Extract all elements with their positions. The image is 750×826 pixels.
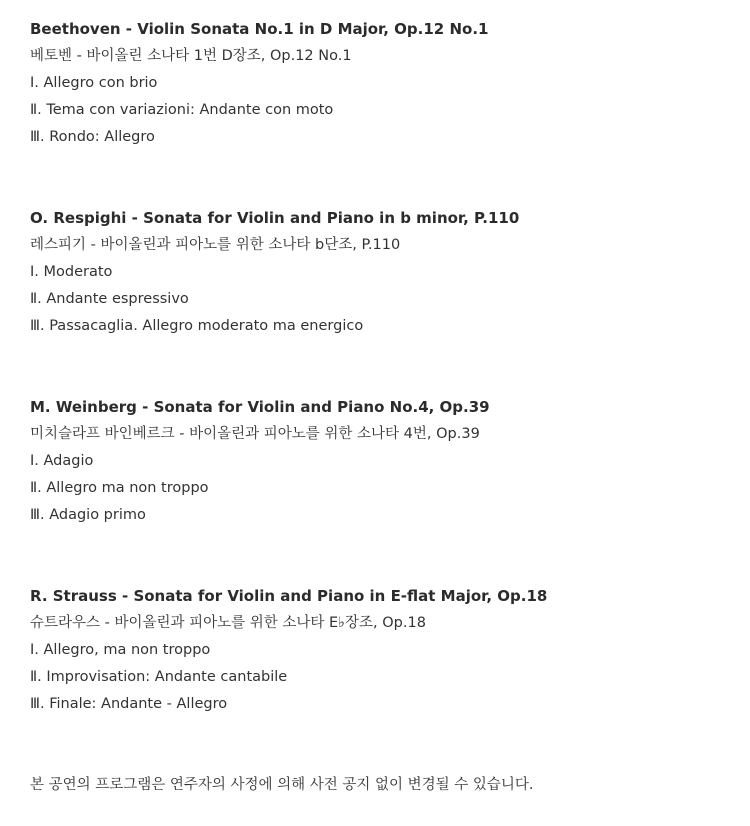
movement: Ⅱ. Andante espressivo [30, 291, 189, 307]
piece-korean-title: 레스피기 - 바이올린과 피아노를 위한 소나타 b단조, P.110 [30, 237, 401, 253]
piece-korean-title: 슈트라우스 - 바이올린과 피아노를 위한 소나타 E♭장조, Op.18 [30, 615, 426, 631]
movement: Ⅲ. Finale: Andante - Allegro [30, 696, 228, 712]
piece-respighi [30, 205, 730, 340]
movement: Ⅲ. Passacaglia. Allegro moderato ma energico [30, 318, 364, 334]
movement: Ⅱ. Tema con variazioni: Andante con moto [30, 102, 334, 118]
piece-beethoven [30, 16, 730, 151]
piece-korean-title: 베토벤 - 바이올린 소나타 1번 D장조, Op.12 No.1 [30, 48, 352, 64]
movement: Ⅰ. Allegro, ma non troppo [30, 642, 211, 658]
piece-korean-title: 미치슬라프 바인베르크 - 바이올린과 피아노를 위한 소나타 4번, Op.39 [30, 426, 480, 442]
piece-title: R. Strauss - Sonata for Violin and Piano in E-flat Major, Op.18 [30, 587, 548, 605]
program-list [30, 16, 730, 772]
piece-weinberg [30, 394, 730, 529]
movement: Ⅱ. Improvisation: Andante cantabile [30, 669, 288, 685]
movement: Ⅰ. Moderato [30, 264, 113, 280]
piece-title: M. Weinberg - Sonata for Violin and Piano No.4, Op.39 [30, 398, 490, 416]
piece-title: O. Respighi - Sonata for Violin and Piano in b minor, P.110 [30, 209, 520, 227]
movement: Ⅰ. Allegro con brio [30, 75, 158, 91]
movement: Ⅲ. Rondo: Allegro [30, 129, 155, 145]
movement: Ⅰ. Adagio [30, 453, 94, 469]
program-change-notice: 본 공연의 프로그램은 연주자의 사정에 의해 사전 공지 없이 변경될 수 있습니다. [30, 777, 534, 793]
movement: Ⅱ. Allegro ma non troppo [30, 480, 209, 496]
movement: Ⅲ. Adagio primo [30, 507, 146, 523]
piece-title: Beethoven - Violin Sonata No.1 in D Major, Op.12 No.1 [30, 20, 489, 38]
piece-strauss [30, 583, 730, 718]
